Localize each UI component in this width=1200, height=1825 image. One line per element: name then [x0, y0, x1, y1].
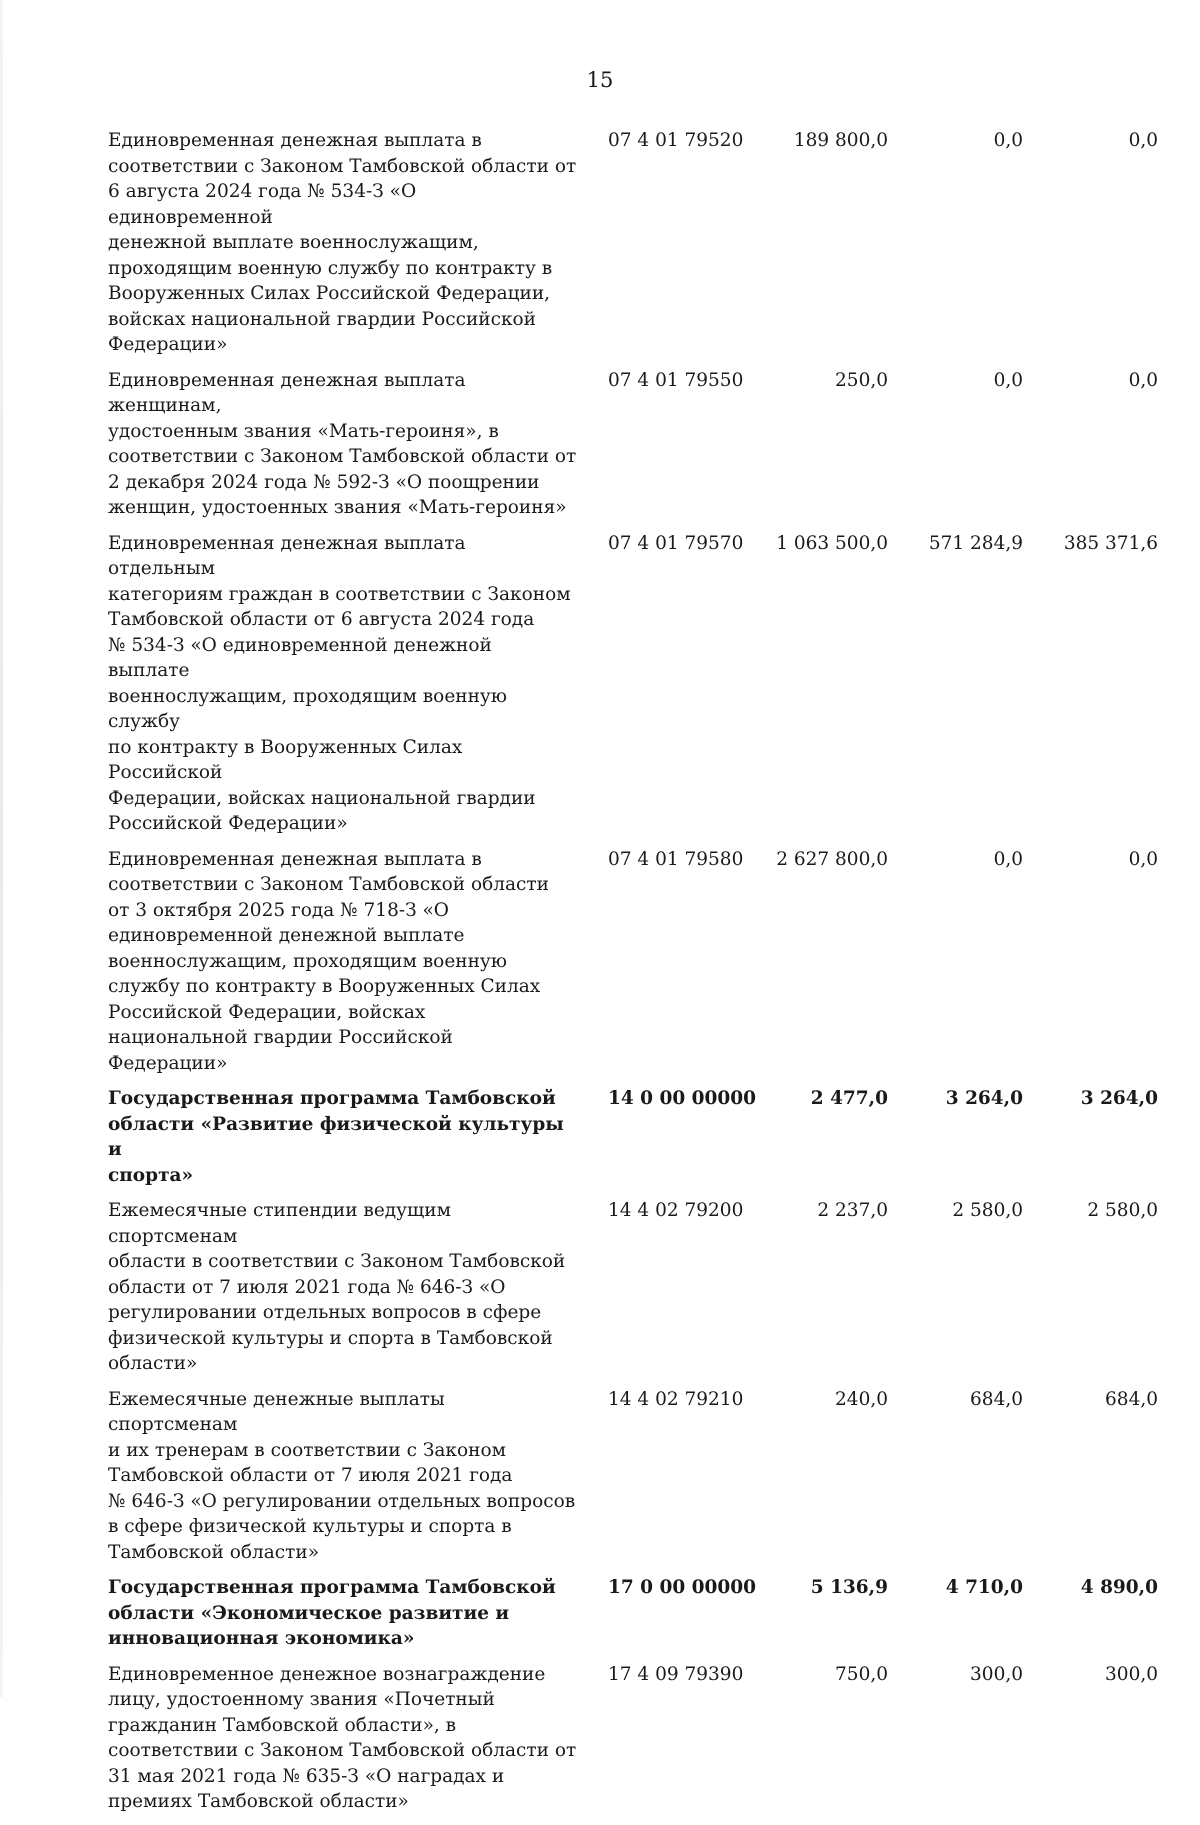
row-code: 07 4 01 79550 — [608, 369, 744, 391]
table-row — [108, 847, 1178, 1077]
row-value-year-3: 300,0 — [1105, 1663, 1158, 1685]
row-value-year-1: 2 627 800,0 — [776, 848, 888, 870]
program-value-year-3: 4 890,0 — [1080, 1577, 1158, 1598]
row-description: Единовременная денежная выплата в соответствии с Законом Тамбовской области от 3 октября 2025 года № 718-З «О единовременной денежной выплате военнослужащим, проходящим военную службу по контракту в Вооруженных Силах Российской Федерации, войсках национальной гвардии Российской Федерации» — [108, 848, 549, 1074]
program-code: 17 0 00 00000 — [608, 1577, 757, 1598]
row-value-year-1: 250,0 — [835, 369, 888, 391]
scan-edge-shadow — [0, 0, 3, 1697]
program-value-year-2: 3 264,0 — [945, 1088, 1023, 1109]
row-description: Ежемесячные денежные выплаты спортсменам и их тренерам в соответствии с Законом Тамбовской области от 7 июля 2021 года № 646-З «О регулировании отдельных вопросов в сфере физической культуры и спорта в Тамбовской области» — [108, 1388, 576, 1563]
row-value-year-2: 684,0 — [970, 1388, 1023, 1410]
table-row — [108, 368, 1178, 521]
row-description: Единовременная денежная выплата женщинам, удостоенным звания «Мать-героиня», в соответствии с Законом Тамбовской области от 2 декабря 2024 года № 592-З «О поощрении женщин, удостоенных звания «Мать-героиня» — [108, 369, 577, 518]
row-description: Единовременная денежная выплата отдельным категориям граждан в соответствии с Законом Тамбовской области от 6 августа 2024 года № 534-З «О единовременной денежной выплате военнослужащим, проходящим военную службу по контракту в Вооруженных Силах Российской Федерации, войсках национальной гвардии Российской Федерации» — [108, 532, 571, 834]
program-value-year-1: 2 477,0 — [810, 1088, 888, 1109]
row-value-year-1: 750,0 — [835, 1663, 888, 1685]
budget-table — [108, 128, 1178, 1825]
program-row — [108, 1575, 1178, 1652]
row-value-year-3: 0,0 — [1128, 369, 1158, 391]
program-value-year-3: 3 264,0 — [1080, 1088, 1158, 1109]
row-value-year-3: 684,0 — [1105, 1388, 1158, 1410]
row-value-year-1: 2 237,0 — [817, 1200, 888, 1221]
row-code: 14 4 02 79200 — [608, 1200, 744, 1221]
program-code: 14 0 00 00000 — [608, 1088, 757, 1109]
row-value-year-1: 1 063 500,0 — [776, 532, 888, 554]
program-row — [108, 1086, 1178, 1188]
table-row — [108, 1387, 1178, 1566]
row-value-year-2: 0,0 — [993, 848, 1023, 870]
table-row — [108, 1662, 1178, 1815]
row-value-year-1: 240,0 — [835, 1388, 888, 1410]
row-code: 07 4 01 79520 — [608, 130, 744, 151]
row-value-year-3: 0,0 — [1128, 130, 1158, 151]
table-row — [108, 128, 1178, 358]
row-value-year-2: 300,0 — [970, 1663, 1023, 1685]
row-value-year-1: 189 800,0 — [793, 130, 888, 151]
program-value-year-2: 4 710,0 — [945, 1577, 1023, 1598]
row-value-year-3: 2 580,0 — [1087, 1200, 1158, 1221]
row-description: Ежемесячные стипендии ведущим спортсменам области в соответствии с Законом Тамбовской области от 7 июля 2021 года № 646-З «О регулировании отдельных вопросов в сфере физической культуры и спорта в Тамбовской области» — [108, 1200, 566, 1374]
row-description: Единовременная денежная выплата в соответствии с Законом Тамбовской области от 6 августа 2024 года № 534-З «О единовременной денежной выплате военнослужащим, проходящим военную службу по контракту в Вооруженных Силах Российской Федерации, войсках национальной гвардии Российской Федерации» — [108, 130, 577, 355]
table-row — [108, 1198, 1178, 1377]
row-value-year-2: 0,0 — [993, 369, 1023, 391]
program-description: Государственная программа Тамбовской области «Экономическое развитие и инновационная экономика» — [108, 1577, 556, 1649]
row-code: 17 4 09 79390 — [608, 1663, 744, 1685]
program-value-year-1: 5 136,9 — [810, 1577, 888, 1598]
row-value-year-2: 0,0 — [993, 130, 1023, 151]
table-row — [108, 531, 1178, 837]
program-description: Государственная программа Тамбовской области «Развитие физической культуры и спорта» — [108, 1088, 564, 1186]
row-code: 07 4 01 79570 — [608, 532, 744, 554]
row-code: 14 4 02 79210 — [608, 1388, 744, 1410]
row-value-year-3: 0,0 — [1128, 848, 1158, 870]
row-value-year-3: 385 371,6 — [1063, 532, 1158, 554]
row-code: 07 4 01 79580 — [608, 848, 744, 870]
page-number: 15 — [586, 68, 614, 92]
row-value-year-2: 2 580,0 — [952, 1200, 1023, 1221]
row-value-year-2: 571 284,9 — [928, 532, 1023, 554]
row-description: Единовременное денежное вознаграждение лицу, удостоенному звания «Почетный гражданин Тамбовской области», в соответствии с Законом Тамбовской области от 31 мая 2021 года № 635-З «О наградах и премиях Тамбовской области» — [108, 1663, 577, 1812]
